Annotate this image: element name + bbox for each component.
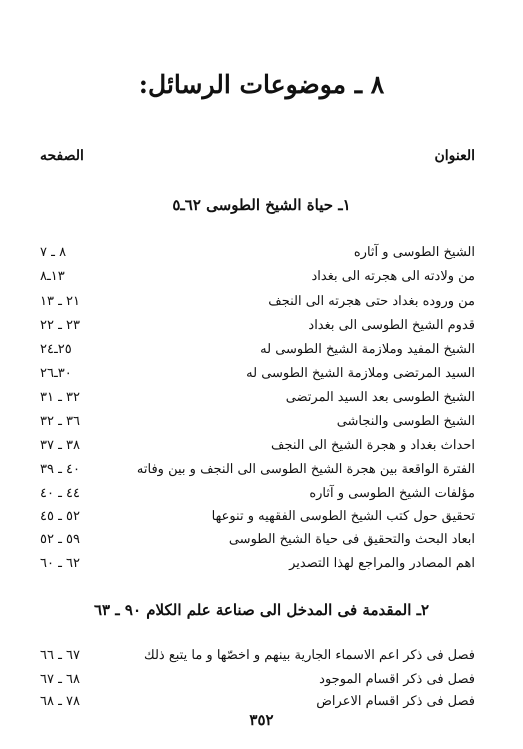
toc-row xyxy=(40,390,475,410)
toc-row xyxy=(40,672,475,692)
page-number: ٣٥٢ xyxy=(249,711,274,729)
toc-entry-pages: ٥٩ ـ ٥٢ xyxy=(40,532,81,547)
toc-entry-title: من ولادته الى هجرته الى بغداد xyxy=(311,269,475,284)
toc-entry-pages: ٦٧ ـ ٦٦ xyxy=(40,648,81,663)
toc-entry-pages: ٣٠ـ٢٦ xyxy=(40,366,72,381)
toc-entry-pages: ٣٦ ـ ٣٢ xyxy=(40,414,81,429)
toc-entry-pages: ٤٠ ـ ٣٩ xyxy=(40,462,81,477)
toc-entry-pages: ٤٤ ـ ٤٠ xyxy=(40,486,81,501)
toc-entry-pages: ٨ ـ ٧ xyxy=(40,245,67,260)
toc-entry-title: الشيخ الطوسى و آثاره xyxy=(353,245,475,260)
toc-entry-title: الشيخ المفيد وملازمة الشيخ الطوسى له xyxy=(260,342,475,357)
toc-entry-title: من وروده بغداد حتى هجرته الى النجف xyxy=(268,294,475,309)
toc-row xyxy=(40,556,475,576)
toc-entry-pages: ٧٨ ـ ٦٨ xyxy=(40,694,81,709)
toc-row xyxy=(40,509,475,529)
toc-entry-title: الشيخ الطوسى والنجاشى xyxy=(336,414,475,429)
toc-entry-title: تحقيق حول كتب الشيخ الطوسى الفقهيه و تنوعها xyxy=(211,509,475,524)
toc-entry-title: قدوم الشيخ الطوسى الى بغداد xyxy=(308,318,475,333)
toc-row xyxy=(40,486,475,506)
column-header-title: العنوان xyxy=(434,148,475,164)
toc-row xyxy=(40,366,475,386)
toc-row xyxy=(40,269,475,289)
toc-entry-title: فصل فى ذكر اعم الاسماء الجارية بينهم و اخصّها و ما يتبع ذلك xyxy=(144,648,475,663)
toc-entry-pages: ٢٣ ـ ٢٢ xyxy=(40,318,81,333)
toc-entry-pages: ٢٥ـ٢٤ xyxy=(40,342,72,357)
toc-entry-title: الفترة الواقعة بين هجرة الشيخ الطوسى الى النجف و بين وفاته xyxy=(136,462,475,477)
toc-entry-title: السيد المرتضى وملازمة الشيخ الطوسى له xyxy=(246,366,475,381)
toc-entry-pages: ٦٨ ـ ٦٧ xyxy=(40,672,81,687)
toc-row xyxy=(40,342,475,362)
toc-entry-title: اهم المصادر والمراجع لهذا التصدير xyxy=(289,556,475,571)
toc-row xyxy=(40,414,475,434)
toc-row xyxy=(40,462,475,482)
toc-entry-pages: ٢١ ـ ١٣ xyxy=(40,294,81,309)
toc-row xyxy=(40,532,475,552)
section-heading: ١ـ حياة الشيخ الطوسى ٦٢ـ٥ xyxy=(172,196,351,214)
toc-entry-pages: ١٣ـ٨ xyxy=(40,269,65,284)
page-title: ٨ ـ موضوعات الرسائل: xyxy=(138,70,385,99)
toc-entry-title: ابعاد البحث والتحقيق فى حياة الشيخ الطوسى xyxy=(228,532,475,547)
toc-entry-title: فصل فى ذكر اقسام الاعراض xyxy=(316,694,475,709)
section-heading: ٢ـ المقدمة فى المدخل الى صناعة علم الكلام ٩٠ ـ ٦٣ xyxy=(93,601,430,619)
toc-entry-title: فصل فى ذكر اقسام الموجود xyxy=(319,672,475,687)
column-header-page: الصفحه xyxy=(40,148,84,164)
toc-row xyxy=(40,245,475,265)
toc-entry-title: الشيخ الطوسى بعد السيد المرتضى xyxy=(285,390,475,405)
toc-row xyxy=(40,648,475,668)
toc-row xyxy=(40,438,475,458)
toc-entry-title: مؤلفات الشيخ الطوسى و آثاره xyxy=(309,486,475,501)
toc-entry-pages: ٣٢ ـ ٣١ xyxy=(40,390,81,405)
toc-entry-title: احداث بغداد و هجرة الشيخ الى النجف xyxy=(271,438,475,453)
toc-row xyxy=(40,294,475,314)
toc-entry-pages: ٦٢ ـ ٦٠ xyxy=(40,556,81,571)
toc-entry-pages: ٣٨ ـ ٣٧ xyxy=(40,438,81,453)
toc-entry-pages: ٥٢ ـ ٤٥ xyxy=(40,509,81,524)
toc-row xyxy=(40,318,475,338)
